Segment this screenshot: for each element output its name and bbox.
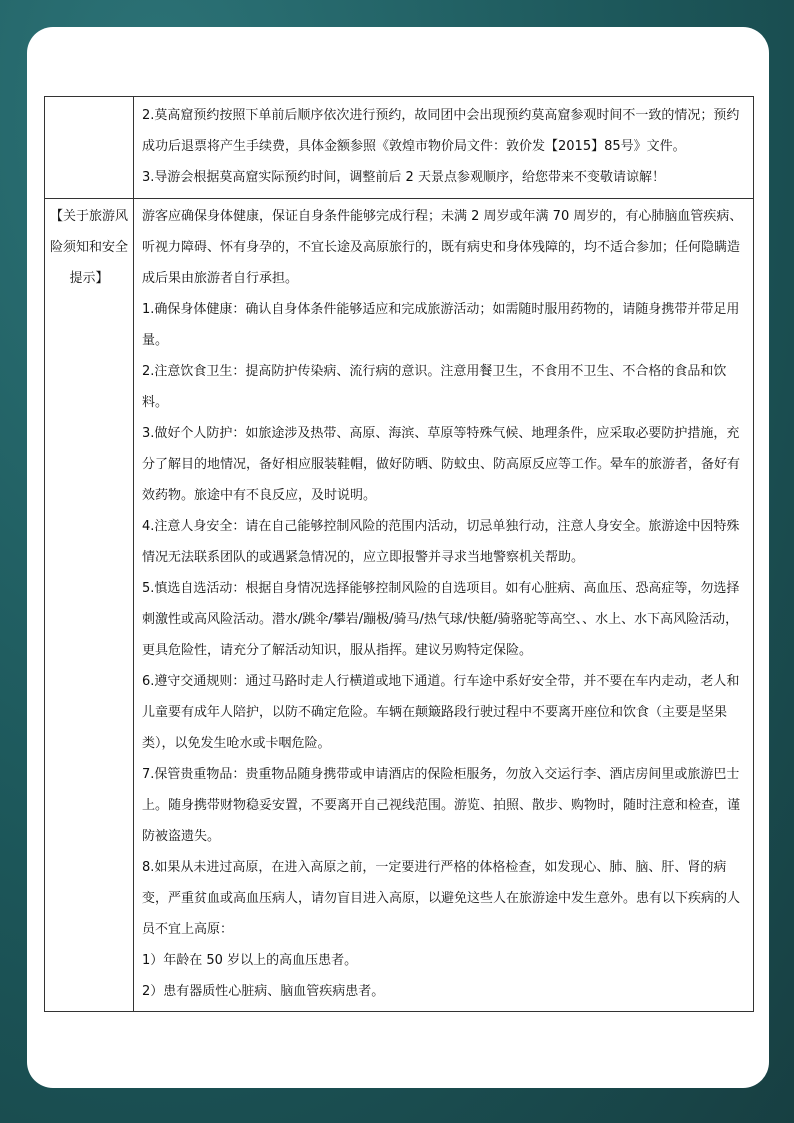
table-row-booking — [45, 97, 754, 199]
list-item: 1）年龄在 50 岁以上的高血压患者。 — [142, 953, 358, 968]
paragraph-food: 2.注意饮食卫生：提高防护传染病、流行病的意识。注意用餐卫生，不食用不卫生、不合格的食品和饮料。 — [142, 364, 727, 410]
row-content-booking — [134, 97, 754, 199]
row-label-safety: 【关于旅游风险须知和安全提示】 — [49, 209, 128, 286]
list-item: 2）患有器质性心脏病、脑血管疾病患者。 — [142, 984, 385, 999]
row-content-safety — [134, 199, 754, 1012]
row-label — [45, 97, 133, 99]
paragraph: 3.导游会根据莫高窟实际预约时间，调整前后 2 天景点参观顺序，给您带来不变敬请谅解！ — [142, 170, 665, 185]
paragraph-protection: 3.做好个人防护：如旅途涉及热带、高原、海滨、草原等特殊气候、地理条件，应采取必要防护措施，充分了解目的地情况，备好相应服装鞋帽，做好防晒、防蚊虫、防高原反应等工作。晕车的旅游者，备好有效药物。旅途中有不良反应，及时说明。 — [142, 426, 741, 503]
paragraph-health: 1.确保身体健康：确认自身体条件能够适应和完成旅游活动；如需随时服用药物的，请随身携带并带足用量。 — [142, 302, 740, 348]
paragraph: 2.莫高窟预约按照下单前后顺序依次进行预约，故同团中会出现预约莫高窟参观时间不一致的情况；预约成功后退票将产生手续费，具体金额参照《敦煌市物价局文件：敦价发【2015】85号》文件。 — [142, 108, 740, 154]
paragraph-altitude: 8.如果从未进过高原，在进入高原之前，一定要进行严格的体格检查，如发现心、肺、脑、肝、肾的病变，严重贫血或高血压病人，请勿盲目进入高原，以避免这些人在旅游途中发生意外。患有以下疾病的人员不宜上高原： — [142, 860, 741, 937]
paragraph-intro: 游客应确保身体健康，保证自身条件能够完成行程；未满 2 周岁或年满 70 周岁的，有心肺脑血管疾病、听视力障碍、怀有身孕的，不宜长途及高原旅行的，既有病史和身体残障的，均不适合参加；任何隐瞒造成后果由旅游者自行承担。 — [142, 209, 743, 286]
paragraph-personal-safety: 4.注意人身安全：请在自己能够控制风险的范围内活动，切忌单独行动，注意人身安全。旅游途中因特殊情况无法联系团队的或遇紧急情况的，应立即报警并寻求当地警察机关帮助。 — [142, 519, 740, 565]
paragraph-valuables: 7.保管贵重物品：贵重物品随身携带或申请酒店的保险柜服务，勿放入交运行李、酒店房间里或旅游巴士上。随身携带财物稳妥安置，不要离开自己视线范围。游览、拍照、散步、购物时，随时注意和检查，谨防被盗遗失。 — [142, 767, 741, 844]
row-label-empty — [45, 97, 134, 199]
info-table — [44, 96, 754, 1012]
paragraph-activities: 5.慎选自选活动：根据自身情况选择能够控制风险的自选项目。如有心脏病、高血压、恐高症等，勿选择刺激性或高风险活动。潜水/跳伞/攀岩/蹦极/骑马/热气球/快艇/骑骆驼等高空、、水上、水下高风险活动，更具危险性，请充分了解活动知识，服从指挥。建议另购特定保险。 — [142, 581, 740, 658]
row-label-cell — [45, 199, 134, 1012]
paragraph-traffic: 6.遵守交通规则：通过马路时走人行横道或地下通道。行车途中系好安全带，并不要在车内走动，老人和儿童要有成年人陪护，以防不确定危险。车辆在颠簸路段行驶过程中不要离开座位和饮食（主要是坚果类），以免发生呛水或卡咽危险。 — [142, 674, 740, 751]
table-row-safety — [45, 199, 754, 1012]
